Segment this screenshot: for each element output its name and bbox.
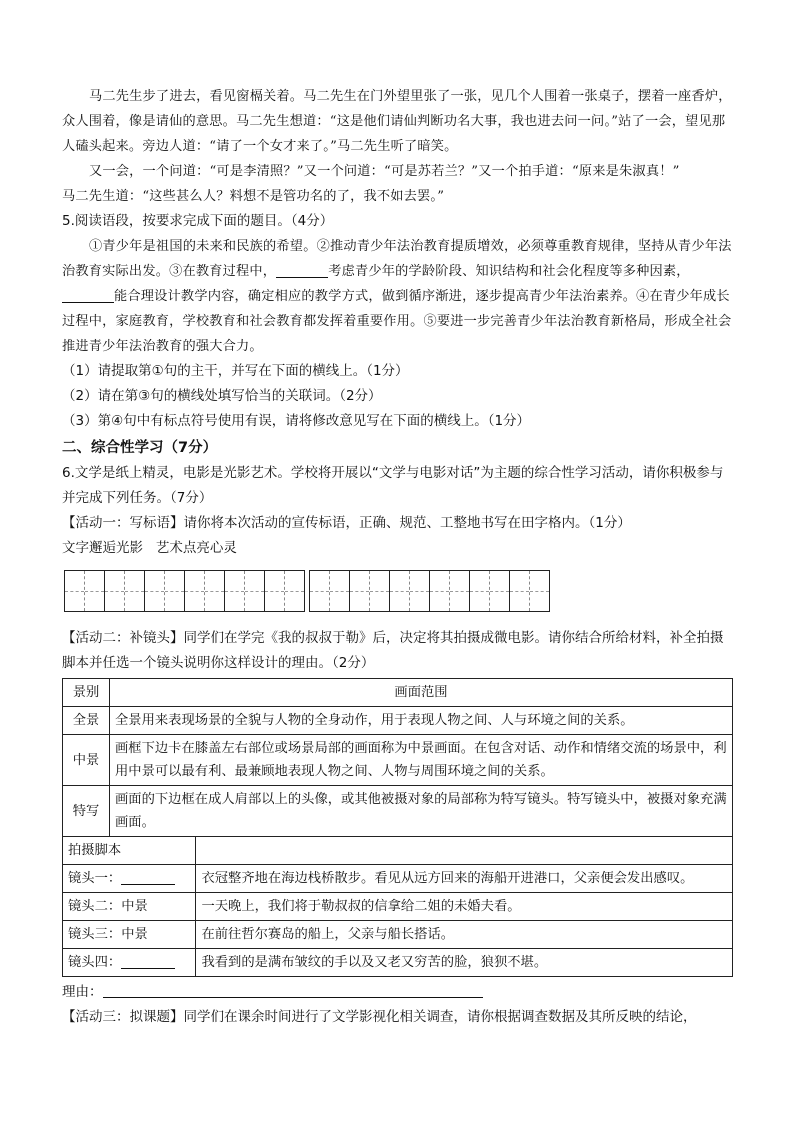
q5-sub-2: （2）请在第③句的横线处填写恰当的关联词。（2分） [62,388,382,404]
q5-text-part-c: 能合理设计教学内容，确定相应的教学方式，做到循序渐进，逐步提高青少年法治素养。④在青少年成长过程中，家庭教育，学校教育和社会教育都发挥着重要作用。⑤要进一步完善青少年法治教育新格局，形成全社会推进青少年法治教育的强大合力。 [62,289,732,354]
slogan: 文字邂逅光影 艺术点亮心灵 [62,540,237,556]
shot-description: 衣冠整齐地在海边栈桥散步。看见从远方回来的海船开进港口，父亲便会发出感叹。 [196,865,733,893]
scale-description: 画面的下边框在成人肩部以上的头像，或其他被摄对象的局部称为特写镜头。特写镜头中，被摄对象充满画面。 [110,786,733,837]
shot-label-cell [63,893,196,921]
shot-1-blank[interactable] [121,868,175,885]
q5-text [62,234,734,359]
shot-row [63,921,733,949]
script-header-empty [196,837,733,865]
reason-blank[interactable] [103,983,483,998]
writing-grid[interactable] [64,570,734,612]
shot-label: 镜头二： [68,899,122,914]
q6-intro: 6.文学是纸上精灵，电影是光影艺术。学校将开展以“文学与电影对话”为主题的综合性学习活动，请你积极参与并完成下列任务。（7分） [62,465,724,506]
shot-4-blank[interactable] [121,952,175,969]
q5-sub-1: （1）请提取第①句的主干，并写在下面的横线上。（1分） [62,363,409,379]
passage [62,84,734,209]
shot-row [63,865,733,893]
section-2-heading: 二、综合性学习（7分） [62,440,218,456]
q5-blank-2[interactable] [62,286,114,303]
scale-name: 特写 [63,786,110,837]
shot-scale: 中景 [121,899,148,914]
shot-label-cell [63,865,196,893]
script-header-row [63,837,733,865]
passage-paragraph-1: 马二先生步了进去，看见窗槅关着。马二先生在门外望里张了一张，见几个人围着一张桌子，摆着一座香炉，众人围着，像是请仙的意思。马二先生想道：“这是他们请仙判断功名大事，我也进去问一问。”站了一会，望见那人磕头起来。旁边人道：“请了一个女才来了。”马二先生听了暗笑。 [62,89,732,154]
shot-scale: 中景 [121,927,148,942]
passage-paragraph-3: 马二先生道：“这些甚么人？料想不是管功名的了，我不如去罢。” [62,189,445,204]
shot-label: 镜头四： [68,955,122,970]
scale-name: 中景 [63,735,110,786]
activity-1: 【活动一：写标语】请你将本次活动的宣传标语，正确、规范、工整地书写在田字格内。（1分） [62,515,631,531]
q5-title: 5.阅读语段，按要求完成下面的题目。（4分） [62,213,334,229]
table-row [63,735,733,786]
table-row [63,786,733,837]
scale-description: 全景用来表现场景的全貌与人物的全身动作，用于表现人物之间、人与环境之间的关系。 [110,707,733,735]
activity-3: 【活动三：拟课题】同学们在课余时间进行了文学影视化相关调查，请你根据调查数据及其所反映的结论， [62,1009,697,1025]
shot-label: 镜头一： [68,871,122,886]
reason-line [62,980,734,1005]
q5-sub-3: （3）第④句中有标点符号使用有误，请将修改意见写在下面的横线上。（1分） [62,413,531,429]
writing-grid-block-1[interactable] [64,570,305,612]
shot-label-cell [63,949,196,977]
script-label: 拍摄脚本 [63,837,196,865]
writing-grid-block-2[interactable] [309,570,550,612]
shot-row [63,949,733,977]
table-header-scale: 景别 [63,679,110,707]
shot-description: 在前往哲尔赛岛的船上，父亲与船长搭话。 [196,921,733,949]
shot-label: 镜头三： [68,927,122,942]
table-header-range: 画面范围 [110,679,733,707]
passage-paragraph-2: 又一会，一个问道：“可是李清照？”又一个问道：“可是苏若兰？”又一个拍手道：“原来是朱淑真！” [89,164,680,179]
q5-blank-1[interactable] [276,261,328,278]
reason-label: 理由： [62,984,103,1000]
q5-text-part-b: 考虑青少年的学龄阶段、知识结构和社会化程度等多种因素， [328,264,690,279]
shot-row [63,893,733,921]
exam-page [62,84,734,1030]
shot-table [62,678,733,977]
shot-description: 一天晚上，我们将于勒叔叔的信拿给二姐的未婚夫看。 [196,893,733,921]
activity-2: 【活动二：补镜头】同学们在学完《我的叔叔于勒》后，决定将其拍摄成微电影。请你结合所给材料，补全拍摄脚本并任选一个镜头说明你这样设计的理由。（2分） [62,630,724,671]
table-row [63,707,733,735]
q5-text-part-a: ①青少年是祖国的未来和民族的希望。②推动青少年法治教育提质增效，必须尊重教育规律，坚持从青少年法治教育实际出发。③在教育过程中， [62,239,732,279]
scale-name: 全景 [63,707,110,735]
table-header-row [63,679,733,707]
shot-label-cell [63,921,196,949]
scale-description: 画框下边卡在膝盖左右部位或场景局部的画面称为中景画面。在包含对话、动作和情绪交流的场景中，利用中景可以最有利、最兼顾地表现人物之间、人物与周围环境之间的关系。 [110,735,733,786]
shot-description: 我看到的是满布皱纹的手以及又老又穷苦的脸，狼狈不堪。 [196,949,733,977]
